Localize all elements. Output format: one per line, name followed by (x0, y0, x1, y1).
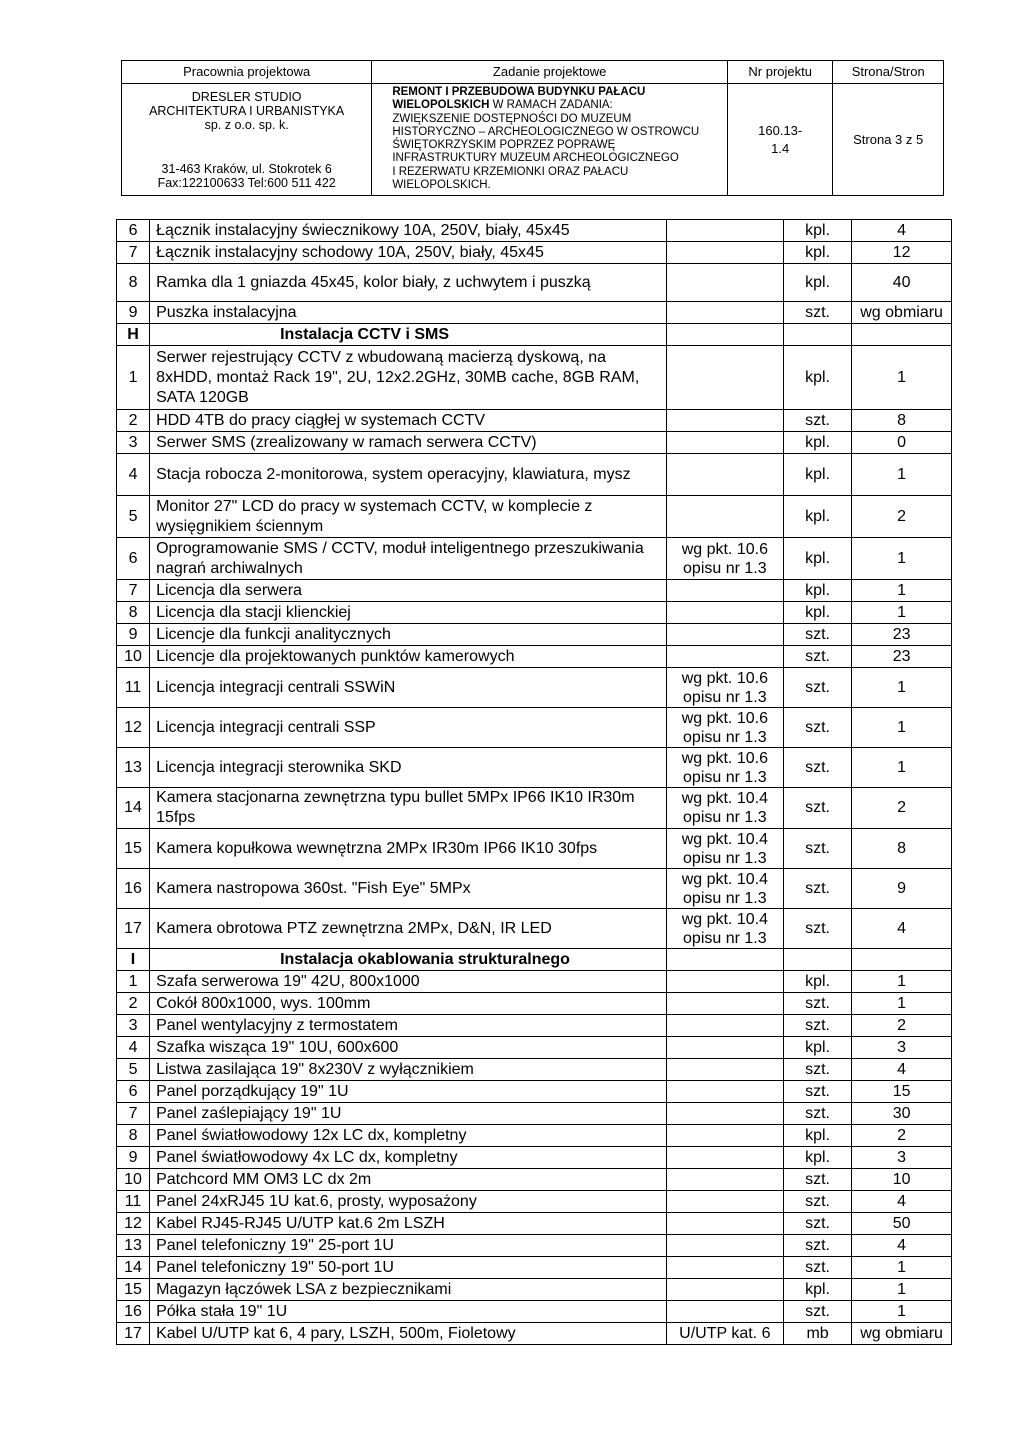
studio-line: DRESLER STUDIO (191, 90, 302, 104)
item-reference (666, 1257, 783, 1279)
item-reference (666, 496, 783, 538)
project-number-line: 160.13- (758, 122, 803, 138)
studio-line: sp. z o.o. sp. k. (204, 118, 289, 132)
table-row (117, 602, 952, 624)
item-quantity: 1 (852, 993, 952, 1015)
item-description: Szafa serwerowa 19" 42U, 800x1000 (150, 971, 667, 993)
item-reference (666, 1213, 783, 1235)
item-unit: kpl. (783, 454, 851, 496)
item-description: Panel 24xRJ45 1U kat.6, prosty, wyposażony (150, 1191, 667, 1213)
item-reference (666, 1235, 783, 1257)
item-number: 10 (117, 646, 150, 668)
table-row (117, 496, 952, 538)
item-reference (666, 220, 783, 242)
table-row (117, 410, 952, 432)
section-title: Instalacja okablowania strukturalnego (150, 949, 667, 971)
item-number: 13 (117, 1235, 150, 1257)
section-row (117, 324, 952, 346)
item-description: Oprogramowanie SMS / CCTV, moduł inteligentnego przeszukiwania nagrań archiwalnych (150, 538, 667, 580)
item-quantity: 1 (852, 708, 952, 748)
item-quantity: 1 (852, 1279, 952, 1301)
item-description: Kabel RJ45-RJ45 U/UTP kat.6 2m LSZH (150, 1213, 667, 1235)
item-unit: szt. (783, 748, 851, 788)
item-reference: wg pkt. 10.6 opisu nr 1.3 (666, 538, 783, 580)
task-line: WIELOPOLSKICH. (392, 179, 491, 192)
item-quantity: 4 (852, 1191, 952, 1213)
item-quantity: 1 (852, 538, 952, 580)
item-quantity: 2 (852, 1015, 952, 1037)
item-quantity: 1 (852, 602, 952, 624)
table-row (117, 1279, 952, 1301)
item-description: HDD 4TB do pracy ciągłej w systemach CCTV (150, 410, 667, 432)
item-reference (666, 1279, 783, 1301)
item-description: Kamera nastropowa 360st. "Fish Eye" 5MPx (150, 869, 667, 909)
item-quantity: 30 (852, 1103, 952, 1125)
item-reference (666, 1125, 783, 1147)
item-reference: wg pkt. 10.4 opisu nr 1.3 (666, 909, 783, 949)
item-quantity: 1 (852, 748, 952, 788)
table-row (117, 1059, 952, 1081)
studio-contact: Fax:122100633 Tel:600 511 422 (157, 176, 336, 190)
table-row (117, 869, 952, 909)
task-line: ZWIĘKSZENIE DOSTĘPNOŚCI DO MUZEUM (392, 112, 632, 125)
unit-cell (783, 949, 851, 971)
item-number: 10 (117, 1169, 150, 1191)
item-unit: szt. (783, 993, 851, 1015)
item-number: 13 (117, 748, 150, 788)
item-unit: szt. (783, 869, 851, 909)
item-reference (666, 454, 783, 496)
item-description: Licencja integracji centrali SSP (150, 708, 667, 748)
item-quantity: wg obmiaru (852, 302, 952, 324)
table-row (117, 668, 952, 708)
item-quantity: 1 (852, 1301, 952, 1323)
item-number: 5 (117, 496, 150, 538)
item-number: 6 (117, 1081, 150, 1103)
page-column-head: Strona/Stron (833, 61, 944, 84)
item-unit: kpl. (783, 580, 851, 602)
table-row (117, 909, 952, 949)
item-description: Magazyn łączówek LSA z bezpiecznikami (150, 1279, 667, 1301)
item-description: Szafka wisząca 19" 10U, 600x600 (150, 1037, 667, 1059)
table-row (117, 1323, 952, 1345)
item-number: 8 (117, 1125, 150, 1147)
item-unit: szt. (783, 1081, 851, 1103)
item-quantity: 2 (852, 788, 952, 829)
task-line: INFRASTRUKTURY MUZEUM ARCHEOLOGICZNEGO (392, 152, 679, 165)
table-row (117, 302, 952, 324)
quantity-cell (852, 324, 952, 346)
item-unit: szt. (783, 1301, 851, 1323)
item-description: Kamera stacjonarna zewnętrzna typu bullet 5MPx IP66 IK10 IR30m 15fps (150, 788, 667, 829)
item-reference (666, 1301, 783, 1323)
item-description: Stacja robocza 2-monitorowa, system operacyjny, klawiatura, mysz (150, 454, 667, 496)
item-unit: szt. (783, 1213, 851, 1235)
item-quantity: 23 (852, 624, 952, 646)
task-description (372, 84, 728, 196)
task-line: WIELOPOLSKICH (392, 99, 490, 112)
item-number: 11 (117, 668, 150, 708)
item-number: 14 (117, 788, 150, 829)
item-description: Licencja integracji sterownika SKD (150, 748, 667, 788)
item-reference (666, 646, 783, 668)
table-row (117, 220, 952, 242)
table-row (117, 1213, 952, 1235)
item-quantity: 1 (852, 971, 952, 993)
item-number: 9 (117, 624, 150, 646)
item-number: 12 (117, 708, 150, 748)
item-number: 9 (117, 1147, 150, 1169)
table-row (117, 242, 952, 264)
item-unit: kpl. (783, 538, 851, 580)
table-row (117, 1169, 952, 1191)
item-number: 3 (117, 432, 150, 454)
item-number: 9 (117, 302, 150, 324)
item-description: Panel światłowodowy 4x LC dx, kompletny (150, 1147, 667, 1169)
item-number: 6 (117, 538, 150, 580)
item-quantity: 4 (852, 909, 952, 949)
item-description: Panel światłowodowy 12x LC dx, kompletny (150, 1125, 667, 1147)
item-description: Panel telefoniczny 19" 50-port 1U (150, 1257, 667, 1279)
item-reference (666, 602, 783, 624)
project-number (728, 84, 833, 196)
item-description: Panel wentylacyjny z termostatem (150, 1015, 667, 1037)
item-reference: wg pkt. 10.6 opisu nr 1.3 (666, 708, 783, 748)
table-row (117, 1081, 952, 1103)
item-number: 16 (117, 1301, 150, 1323)
table-row (117, 1125, 952, 1147)
unit-cell (783, 324, 851, 346)
item-unit: szt. (783, 624, 851, 646)
item-reference (666, 1081, 783, 1103)
item-number: 4 (117, 454, 150, 496)
item-quantity: 40 (852, 264, 952, 302)
specification-table (116, 219, 952, 1345)
item-quantity: 4 (852, 1059, 952, 1081)
item-unit: kpl. (783, 346, 851, 410)
item-quantity: 3 (852, 1147, 952, 1169)
item-number: 7 (117, 242, 150, 264)
item-description: Ramka dla 1 gniazda 45x45, kolor biały, z uchwytem i puszką (150, 264, 667, 302)
section-title: Instalacja CCTV i SMS (150, 324, 667, 346)
table-row (117, 1037, 952, 1059)
table-row (117, 346, 952, 410)
item-reference (666, 971, 783, 993)
project-number-line: 1.4 (771, 140, 790, 156)
item-unit: szt. (783, 788, 851, 829)
item-quantity: 15 (852, 1081, 952, 1103)
item-reference (666, 1059, 783, 1081)
item-unit: kpl. (783, 602, 851, 624)
item-number: 2 (117, 410, 150, 432)
table-row (117, 646, 952, 668)
item-unit: kpl. (783, 496, 851, 538)
studio-line: ARCHITEKTURA I URBANISTYKA (149, 104, 345, 118)
table-row (117, 1301, 952, 1323)
item-unit: szt. (783, 1059, 851, 1081)
item-unit: kpl. (783, 220, 851, 242)
item-number: 15 (117, 1279, 150, 1301)
item-unit: kpl. (783, 1037, 851, 1059)
item-reference (666, 580, 783, 602)
item-reference (666, 1015, 783, 1037)
item-quantity: 1 (852, 668, 952, 708)
item-number: 6 (117, 220, 150, 242)
item-unit: kpl. (783, 1125, 851, 1147)
item-unit: szt. (783, 1257, 851, 1279)
studio-column-head: Pracownia projektowa (122, 61, 372, 84)
item-quantity: 1 (852, 1257, 952, 1279)
item-description: Łącznik instalacyjny schodowy 10A, 250V, biały, 45x45 (150, 242, 667, 264)
item-quantity: 0 (852, 432, 952, 454)
reference-cell (666, 324, 783, 346)
item-reference: U/UTP kat. 6 (666, 1323, 783, 1345)
item-quantity: 10 (852, 1169, 952, 1191)
item-unit: kpl. (783, 1279, 851, 1301)
item-unit: szt. (783, 646, 851, 668)
table-row (117, 1147, 952, 1169)
item-reference (666, 432, 783, 454)
item-description: Panel porządkujący 19" 1U (150, 1081, 667, 1103)
item-reference: wg pkt. 10.4 opisu nr 1.3 (666, 829, 783, 869)
item-description: Cokół 800x1000, wys. 100mm (150, 993, 667, 1015)
task-line: REMONT I PRZEBUDOWA BUDYNKU PAŁACU (392, 86, 646, 98)
table-row (117, 580, 952, 602)
table-row (117, 788, 952, 829)
item-description: Kabel U/UTP kat 6, 4 pary, LSZH, 500m, Fioletowy (150, 1323, 667, 1345)
item-number: 12 (117, 1213, 150, 1235)
item-quantity: 1 (852, 346, 952, 410)
item-number: 1 (117, 971, 150, 993)
item-quantity: 2 (852, 496, 952, 538)
table-row (117, 1257, 952, 1279)
item-quantity: wg obmiaru (852, 1323, 952, 1345)
item-reference: wg pkt. 10.6 opisu nr 1.3 (666, 668, 783, 708)
item-reference: wg pkt. 10.4 opisu nr 1.3 (666, 788, 783, 829)
item-quantity: 3 (852, 1037, 952, 1059)
item-reference (666, 410, 783, 432)
item-number: 5 (117, 1059, 150, 1081)
item-unit: kpl. (783, 432, 851, 454)
project-nr-column-head: Nr projektu (728, 61, 833, 84)
item-unit: szt. (783, 829, 851, 869)
item-reference (666, 624, 783, 646)
item-description: Łącznik instalacyjny świecznikowy 10A, 250V, biały, 45x45 (150, 220, 667, 242)
item-quantity: 1 (852, 580, 952, 602)
item-unit: szt. (783, 410, 851, 432)
item-reference (666, 264, 783, 302)
item-number: 4 (117, 1037, 150, 1059)
item-reference (666, 242, 783, 264)
page-number: Strona 3 z 5 (833, 84, 944, 196)
item-description: Licencja dla serwera (150, 580, 667, 602)
table-row (117, 1103, 952, 1125)
item-description: Kamera kopułkowa wewnętrzna 2MPx IR30m IP66 IK10 30fps (150, 829, 667, 869)
item-description: Licencje dla projektowanych punktów kamerowych (150, 646, 667, 668)
item-number: 14 (117, 1257, 150, 1279)
item-unit: kpl. (783, 264, 851, 302)
item-description: Puszka instalacyjna (150, 302, 667, 324)
item-number: 16 (117, 869, 150, 909)
table-row (117, 748, 952, 788)
item-number: 17 (117, 1323, 150, 1345)
section-letter: I (117, 949, 150, 971)
item-quantity: 4 (852, 220, 952, 242)
item-quantity: 9 (852, 869, 952, 909)
item-description: Półka stała 19" 1U (150, 1301, 667, 1323)
item-number: 8 (117, 602, 150, 624)
item-number: 11 (117, 1191, 150, 1213)
section-letter: H (117, 324, 150, 346)
item-unit: kpl. (783, 971, 851, 993)
item-description: Listwa zasilająca 19" 8x230V z wyłącznikiem (150, 1059, 667, 1081)
item-quantity: 4 (852, 1235, 952, 1257)
item-reference: wg pkt. 10.4 opisu nr 1.3 (666, 869, 783, 909)
item-description: Licencje dla funkcji analitycznych (150, 624, 667, 646)
item-reference (666, 1191, 783, 1213)
item-reference (666, 1147, 783, 1169)
item-unit: mb (783, 1323, 851, 1345)
item-unit: szt. (783, 302, 851, 324)
studio-info (122, 84, 372, 196)
item-description: Licencja dla stacji klienckiej (150, 602, 667, 624)
table-row (117, 971, 952, 993)
reference-cell (666, 949, 783, 971)
item-quantity: 8 (852, 829, 952, 869)
task-line: HISTORYCZNO – ARCHEOLOGICZNEGO W OSTROWCU (392, 125, 700, 138)
item-quantity: 1 (852, 454, 952, 496)
table-row (117, 1235, 952, 1257)
item-quantity: 12 (852, 242, 952, 264)
item-unit: szt. (783, 1015, 851, 1037)
table-row (117, 454, 952, 496)
table-row (117, 993, 952, 1015)
document-header (121, 60, 944, 196)
item-description: Panel telefoniczny 19" 25-port 1U (150, 1235, 667, 1257)
table-row (117, 624, 952, 646)
item-description: Patchcord MM OM3 LC dx 2m (150, 1169, 667, 1191)
item-number: 7 (117, 580, 150, 602)
item-number: 7 (117, 1103, 150, 1125)
table-row (117, 1015, 952, 1037)
task-column-head: Zadanie projektowe (372, 61, 728, 84)
item-number: 3 (117, 1015, 150, 1037)
table-row (117, 432, 952, 454)
item-reference (666, 1169, 783, 1191)
item-unit: szt. (783, 1191, 851, 1213)
item-unit: szt. (783, 1103, 851, 1125)
item-description: Licencja integracji centrali SSWiN (150, 668, 667, 708)
item-number: 15 (117, 829, 150, 869)
item-reference (666, 1103, 783, 1125)
item-reference (666, 993, 783, 1015)
item-description: Serwer rejestrujący CCTV z wbudowaną macierzą dyskową, na 8xHDD, montaż Rack 19", 2U, 12x2.2GHz, 30MB cache, 8GB RAM, SATA 120GB (150, 346, 667, 410)
item-description: Serwer SMS (zrealizowany w ramach serwera CCTV) (150, 432, 667, 454)
table-row (117, 538, 952, 580)
item-unit: szt. (783, 668, 851, 708)
item-unit: szt. (783, 909, 851, 949)
item-unit: szt. (783, 1235, 851, 1257)
item-unit: szt. (783, 1169, 851, 1191)
item-number: 2 (117, 993, 150, 1015)
item-reference (666, 346, 783, 410)
task-line: ŚWIĘTOKRZYSKIM POPRZEZ POPRAWĘ (392, 139, 616, 152)
section-row (117, 949, 952, 971)
item-reference (666, 302, 783, 324)
item-description: Kamera obrotowa PTZ zewnętrzna 2MPx, D&N, IR LED (150, 909, 667, 949)
item-quantity: 8 (852, 410, 952, 432)
studio-address: 31-463 Kraków, ul. Stokrotek 6 (161, 162, 332, 176)
item-number: 1 (117, 346, 150, 410)
task-line: W RAMACH ZADANIA: (489, 99, 613, 112)
task-line: I REZERWATU KRZEMIONKI ORAZ PAŁACU (392, 165, 629, 178)
item-description: Monitor 27" LCD do pracy w systemach CCTV, w komplecie z wysięgnikiem ściennym (150, 496, 667, 538)
table-row (117, 708, 952, 748)
item-unit: kpl. (783, 242, 851, 264)
table-row (117, 1191, 952, 1213)
item-quantity: 2 (852, 1125, 952, 1147)
item-number: 8 (117, 264, 150, 302)
item-description: Panel zaślepiający 19" 1U (150, 1103, 667, 1125)
item-reference (666, 1037, 783, 1059)
item-reference: wg pkt. 10.6 opisu nr 1.3 (666, 748, 783, 788)
item-quantity: 23 (852, 646, 952, 668)
item-number: 17 (117, 909, 150, 949)
item-unit: szt. (783, 708, 851, 748)
table-row (117, 264, 952, 302)
item-unit: kpl. (783, 1147, 851, 1169)
item-quantity: 50 (852, 1213, 952, 1235)
table-row (117, 829, 952, 869)
quantity-cell (852, 949, 952, 971)
